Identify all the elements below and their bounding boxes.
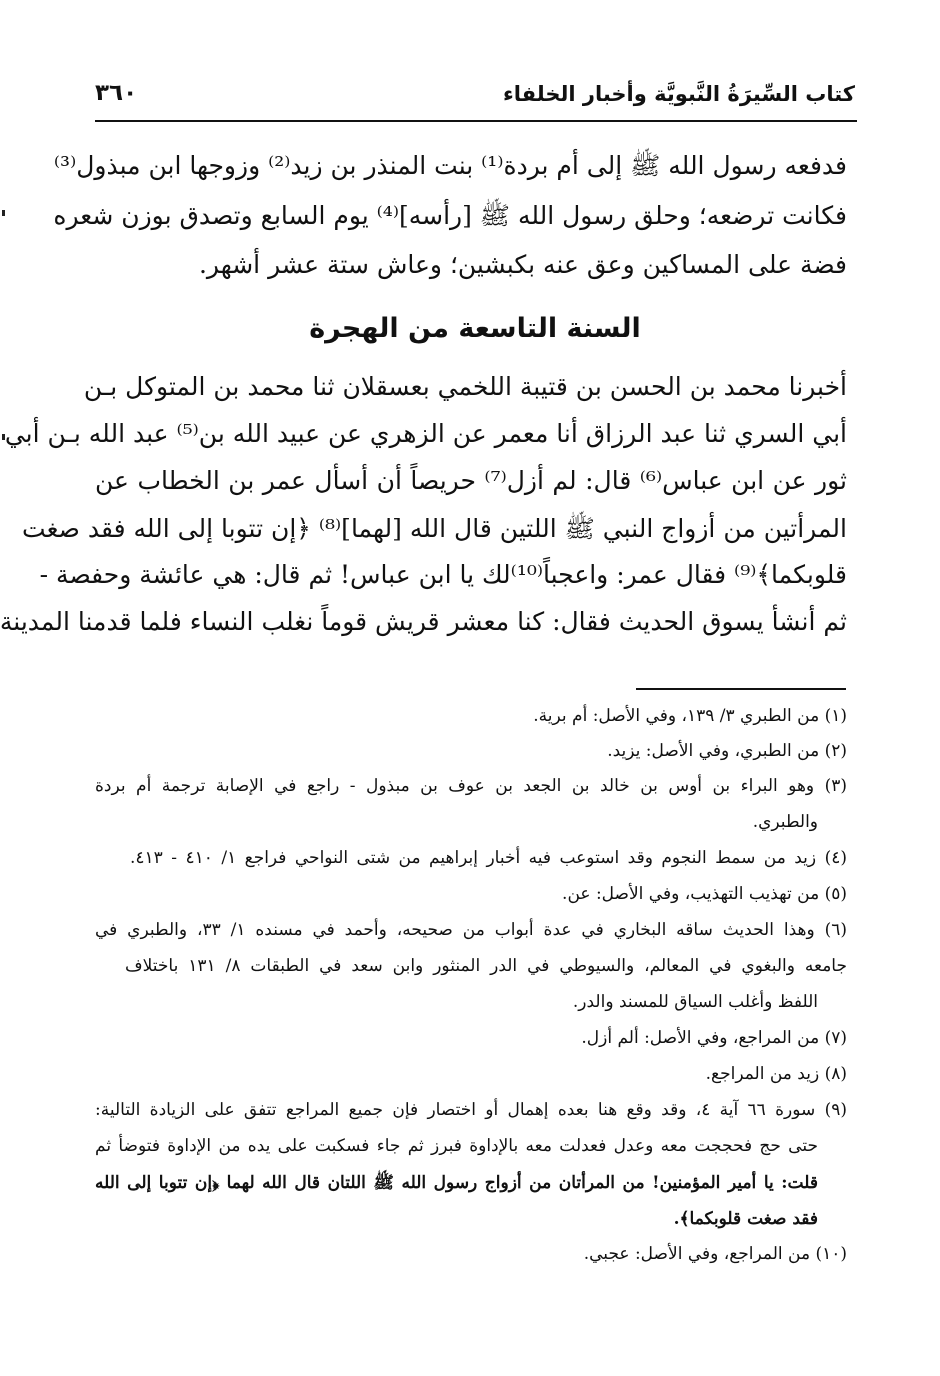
footnote-6-cont: جامعه والبغوي في المعالم، والسيوطي في الدر المنثور وابن سعد في الطبقات ٨/ ١٣١ باختلاف: [125, 956, 847, 976]
footnote-3: (٣) وهو البراء بن أوس بن خالد بن الجعد بن عوف بن مبذول - راجع في الإصابة ترجمة أم بردة: [95, 776, 847, 796]
intro-line-1: فدفعه رسول الله ﷺ إلى أم بردة⁽¹⁾ بنت المنذر بن زيد⁽²⁾ وزوجها ابن مبذول⁽³⁾: [53, 151, 847, 180]
main-line-2: أبي السري ثنا عبد الرزاق أنا معمر عن الزهري عن عبيد الله بن⁽⁵⁾ عبد الله بـن أبي: [4, 419, 847, 448]
footnote-8: (٨) زيد من المراجع.: [705, 1064, 847, 1084]
page-number: ٣٦٠: [95, 80, 138, 106]
footnote-9-quote: قلت: يا أمير المؤمنين! من المرأتان من أزواج رسول الله ﷺ اللتان قال الله لهما ﴿إن تتوبا إلى الله: [95, 1173, 818, 1193]
main-line-6: ثم أنشأ يسوق الحديث فقال: كنا معشر قريش قوماً نغلب النساء فلما قدمنا المدينة: [0, 607, 847, 636]
footnote-5: (٥) من تهذيب التهذيب، وفي الأصل: عن.: [562, 884, 847, 904]
section-title: السنة التاسعة من الهجرة: [309, 313, 641, 344]
header-rule: [95, 120, 857, 122]
footnote-9-cont: حتى حج فحججت معه وعدل فعدلت معه بالإداوة فبرز ثم جاء فسكبت على يده من الإداوة فتوضأ ثم: [95, 1136, 818, 1156]
main-line-1: أخبرنا محمد بن الحسن بن قتيبة اللخمي بعسقلان ثنا محمد بن المتوكل بـن: [83, 372, 847, 401]
intro-line-2: فكانت ترضعه؛ وحلق رسول الله ﷺ [رأسه]⁽⁴⁾ يوم السابع وتصدق بوزن شعره: [53, 201, 847, 230]
footnote-separator: [636, 688, 846, 690]
footnote-10: (١٠) من المراجع، وفي الأصل: عجبي.: [583, 1244, 847, 1264]
running-header: [95, 74, 855, 114]
footnote-6-end: اللفظ وأغلب السياق للمسند والدر.: [572, 992, 818, 1012]
footnote-7: (٧) من المراجع، وفي الأصل: ألم أزل.: [581, 1028, 847, 1048]
footnote-4: (٤) زيد من سمط النجوم وقد استوعب فيه أخبار إبراهيم من شتى النواحي فراجع ١/ ٤١٠ - ٤١٣.: [130, 848, 847, 868]
footnote-9: (٩) سورة ٦٦ آية ٤، وقد وقع هنا بعده إهمال أو اختصار فإن جميع المراجع تتفق على الزيادة التالية:: [95, 1100, 847, 1120]
margin-mark: [2, 210, 5, 216]
main-line-3: ثور عن ابن عباس⁽⁶⁾ قال: لم أزل⁽⁷⁾ حريصاً أن أسأل عمر بن الخطاب عن: [95, 466, 847, 495]
book-title: كتاب السِّيرَةُ النَّبويَّة وأخبار الخلفاء: [503, 82, 855, 106]
intro-line-3: فضة على المساكين وعق عنه بكبشين؛ وعاش ستة عشر أشهر.: [198, 250, 847, 279]
footnote-6: (٦) وهذا الحديث ساقه البخاري في عدة أبواب من صحيحه، وأحمد في مسنده ١/ ٣٣، والطبري في: [95, 920, 847, 940]
main-line-5: قلوبكما﴾⁽⁹⁾ فقال عمر: واعجباً⁽¹⁰⁾لك يا ابن عباس! ثم قال: هي عائشة وحفصة -: [39, 560, 847, 589]
footnote-9-end: فقد صغت قلوبكما﴾.: [673, 1209, 818, 1229]
footnote-1: (١) من الطبري ٣/ ١٣٩، وفي الأصل: أم برية.: [533, 706, 847, 726]
footnote-3-cont: والطبري.: [752, 812, 818, 832]
footnote-2: (٢) من الطبري، وفي الأصل: يزيد.: [607, 741, 847, 761]
main-line-4: المرأتين من أزواج النبي ﷺ اللتين قال الله [لهما]⁽⁸⁾ ﴿إن تتوبا إلى الله فقد صغت: [22, 514, 847, 543]
